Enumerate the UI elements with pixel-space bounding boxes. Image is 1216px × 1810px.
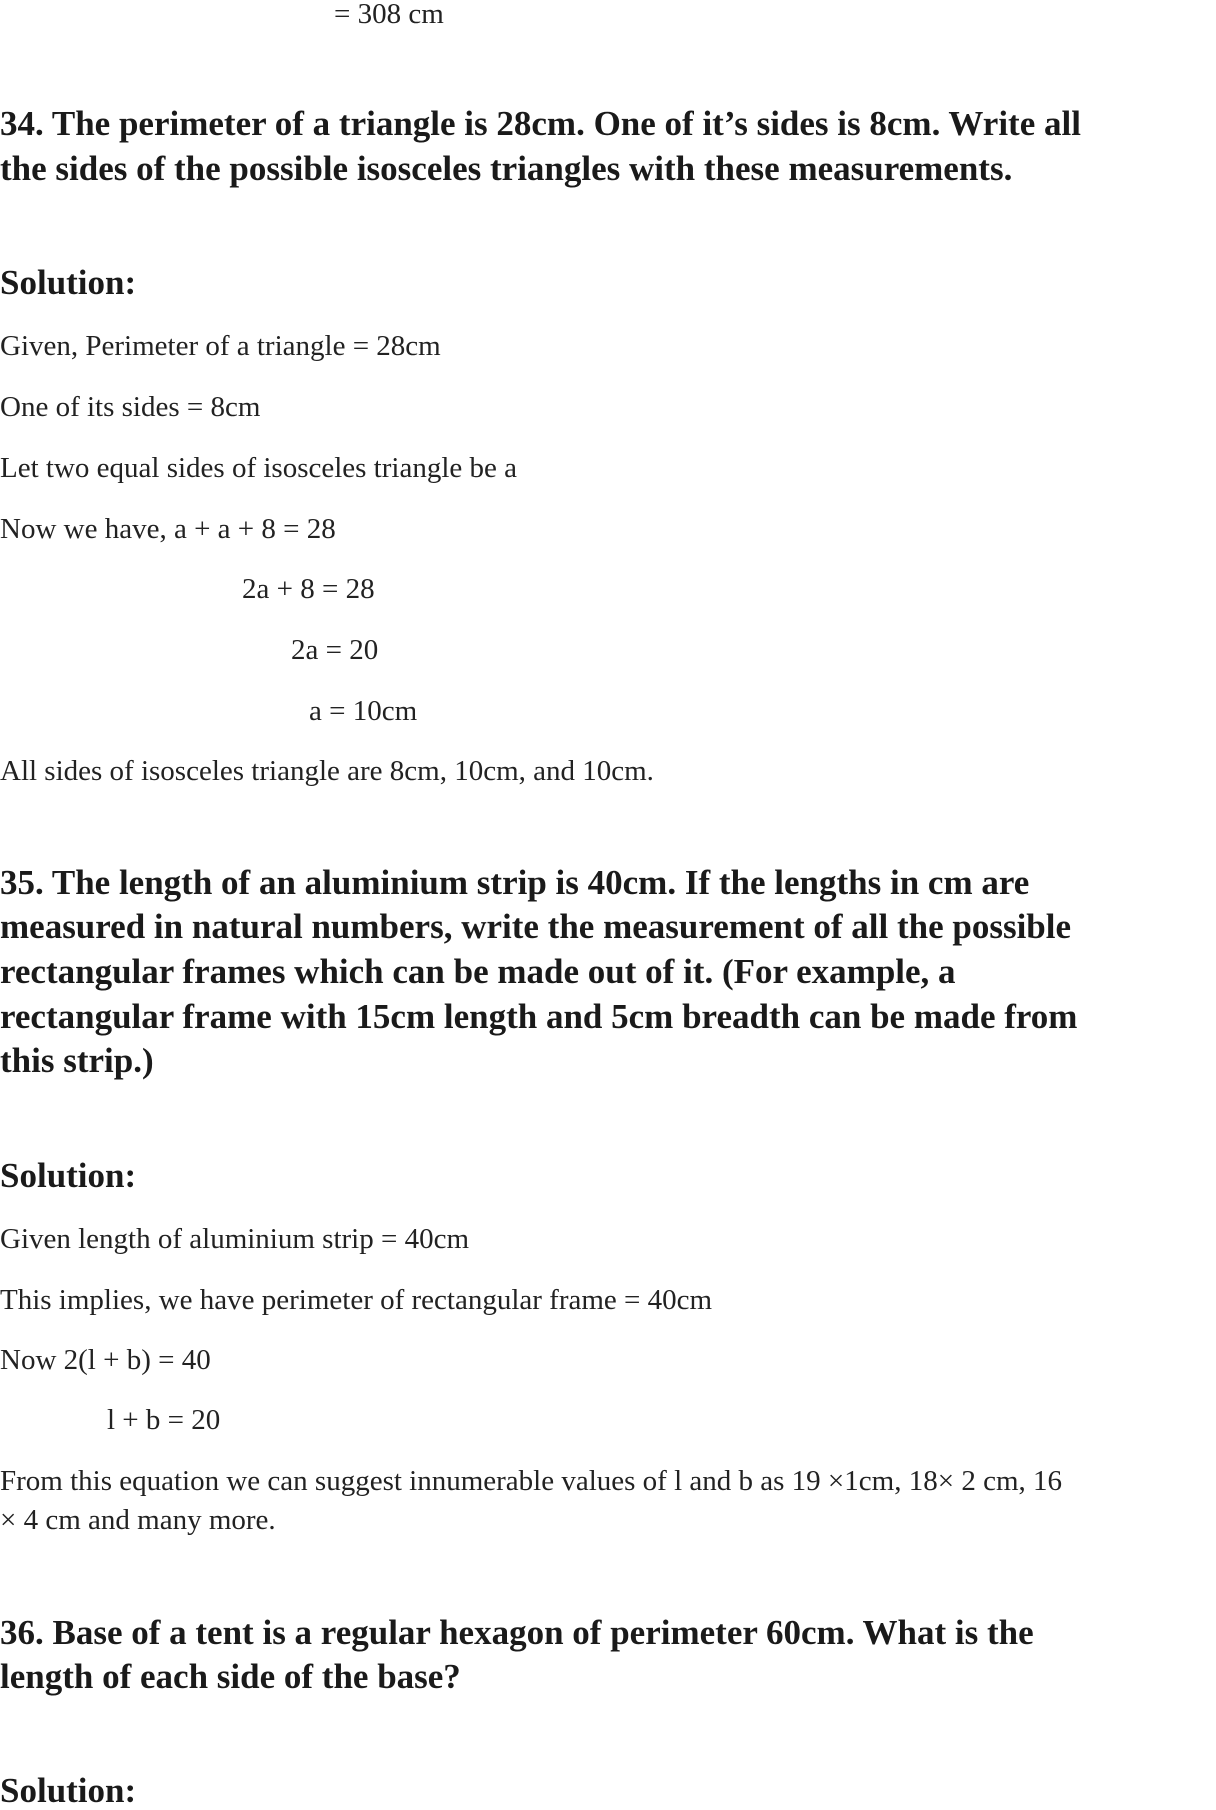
q35-solution-line: Now 2(l + b) = 40 — [0, 1344, 211, 1376]
q35-solution-line: From this equation we can suggest innumerable values of l and b as 19 ×1cm, 18× 2 cm, 16 — [0, 1465, 1062, 1497]
q36-question-line: 36. Base of a tent is a regular hexagon of perimeter 60cm. What is the — [0, 1613, 1034, 1652]
q35-equation-step: l + b = 20 — [107, 1404, 221, 1436]
q35-question-line: rectangular frames which can be made out of it. (For example, a — [0, 952, 956, 991]
q34-solution-heading: Solution: — [0, 263, 137, 302]
q34-solution-line: Let two equal sides of isosceles triangle be a — [0, 452, 518, 484]
q36-question-line: length of each side of the base? — [0, 1657, 461, 1696]
q36-solution-heading: Solution: — [0, 1771, 137, 1810]
q35-question-line: rectangular frame with 15cm length and 5cm breadth can be made from — [0, 997, 1078, 1036]
q34-solution-line: One of its sides = 8cm — [0, 391, 261, 423]
q35-question-line: this strip.) — [0, 1041, 154, 1080]
q34-equation-step: a = 10cm — [309, 695, 418, 727]
q34-question-line: 34. The perimeter of a triangle is 28cm. One of it’s sides is 8cm. Write all — [0, 104, 1081, 143]
q34-solution-line: Now we have, a + a + 8 = 28 — [0, 513, 336, 545]
q34-equation-step: 2a + 8 = 28 — [242, 573, 375, 605]
q35-solution-heading: Solution: — [0, 1156, 137, 1195]
q35-solution-line: This implies, we have perimeter of rectangular frame = 40cm — [0, 1284, 713, 1316]
q34-question-line: the sides of the possible isosceles triangles with these measurements. — [0, 149, 1013, 188]
q35-question-line: measured in natural numbers, write the measurement of all the possible — [0, 907, 1072, 946]
q34-equation-step: 2a = 20 — [291, 634, 379, 666]
q35-solution-line: × 4 cm and many more. — [0, 1504, 276, 1536]
q35-solution-line: Given length of aluminium strip = 40cm — [0, 1223, 470, 1255]
q34-solution-line: Given, Perimeter of a triangle = 28cm — [0, 330, 441, 362]
q34-conclusion: All sides of isosceles triangle are 8cm, 10cm, and 10cm. — [0, 755, 654, 787]
previous-answer-tail: = 308 cm — [334, 0, 444, 30]
q35-question-line: 35. The length of an aluminium strip is 40cm. If the lengths in cm are — [0, 863, 1030, 902]
